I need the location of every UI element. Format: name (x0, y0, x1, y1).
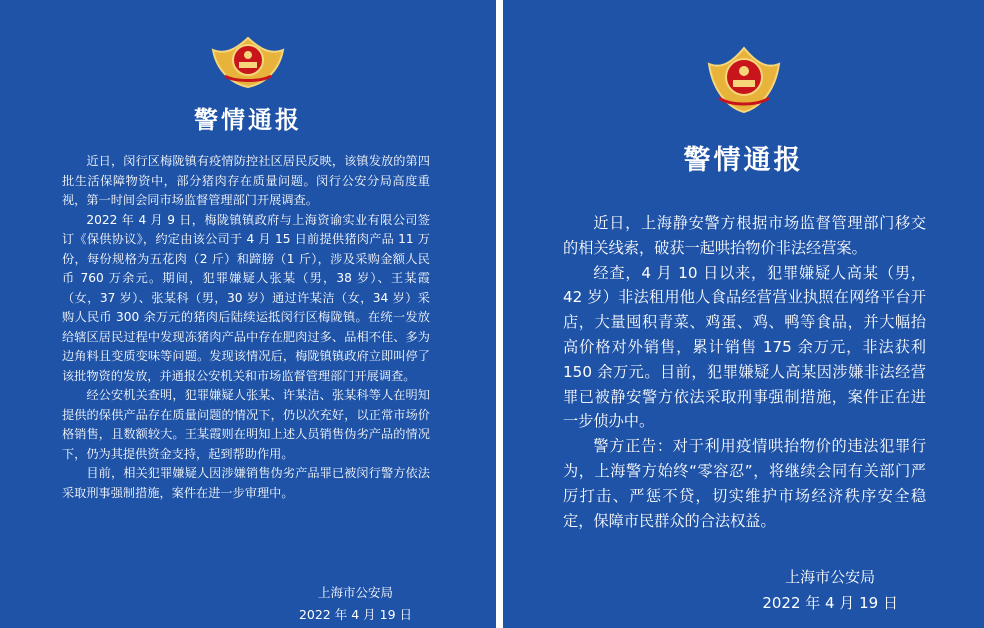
issue-date: 2022 年 4 月 19 日 (762, 594, 898, 612)
issuer-name: 上海市公安局 (317, 585, 393, 600)
notice-paragraph: 近日，上海静安警方根据市场监督管理部门移交的相关线索，破获一起哄抬物价非法经营案。 (563, 214, 926, 257)
notice-body (62, 152, 430, 503)
notice-body (563, 211, 926, 533)
notice-title: 警情通报 (683, 145, 804, 176)
police-emblem-icon (703, 42, 785, 114)
notice-paragraph: 警方正告：对于利用疫情哄抬物价的违法犯罪行为，上海警方始终“零容忍”，将继续会同有关部门严厉打击、严惩不贷，切实维护市场经济秩序安全稳定，保障市民群众的合法权益。 (563, 437, 926, 530)
police-emblem-icon (207, 32, 289, 88)
notice-paragraph: 经公安机关查明，犯罪嫌疑人张某、许某洁、张某科等人在明知提供的保供产品存在质量问题的情况下，仍以次充好，以正常市场价格销售，且数额较大。王某霞则在明知上述人员销售伪劣产品的情况下，仍为其提供资金支持，起到帮助作用。 (62, 388, 430, 461)
issue-date: 2022 年 4 月 19 日 (298, 607, 412, 622)
notice-signature-block (299, 582, 412, 626)
notice-paragraph: 2022 年 4 月 9 日，梅陇镇镇政府与上海资谕实业有限公司签订《保供协议》，约定由该公司于 4 月 15 日前提供猪肉产品 11 万份，每份规格为五花肉（2 斤）和蹄膀（1 斤），涉及采购金额人民币 760 万余元。期间，犯罪嫌疑人张某（男，38 岁）、王某霞（女，37 岁）、张某科（男，30 岁）通过许某洁（女，34 岁）采购人民币 300 余万元的猪肉后陆续运抵闵行区梅陇镇。在统一发放给辖区居民过程中发现冻猪肉产品中存在肥肉过多、品相不佳、多为边角料且变质变味等问题。发现该情况后，梅陇镇镇政府立即叫停了该批物资的发放，并通报公安机关和市场监督管理部门开展调查。 (62, 212, 430, 383)
notice-paragraph: 经查，4 月 10 日以来，犯罪嫌疑人高某（男，42 岁）非法租用他人食品经营营业执照在网络平台开店，大量囤积青菜、鸡蛋、鸡、鸭等食品，并大幅抬高价格对外销售，累计销售 175 余万元，非法获利 150 余万元。目前，犯罪嫌疑人高某因涉嫌非法经营罪已被静安警方依法采取刑事强制措施，案件正在进一步侦办中。 (563, 263, 926, 431)
notice-title: 警情通报 (194, 106, 302, 134)
issuer-name: 上海市公安局 (785, 568, 876, 586)
notice-signature-block (762, 564, 898, 616)
notice-paragraph: 目前，相关犯罪嫌疑人因涉嫌销售伪劣产品罪已被闵行警方依法采取刑事强制措施，案件在进一步审理中。 (62, 466, 430, 500)
notice-paragraph: 近日，闵行区梅陇镇有疫情防控社区居民反映，该镇发放的第四批生活保障物资中，部分猪肉存在质量问题。闵行公安分局高度重视，第一时间会同市场监督管理部门开展调查。 (62, 154, 430, 207)
right-notice-panel (503, 0, 984, 628)
